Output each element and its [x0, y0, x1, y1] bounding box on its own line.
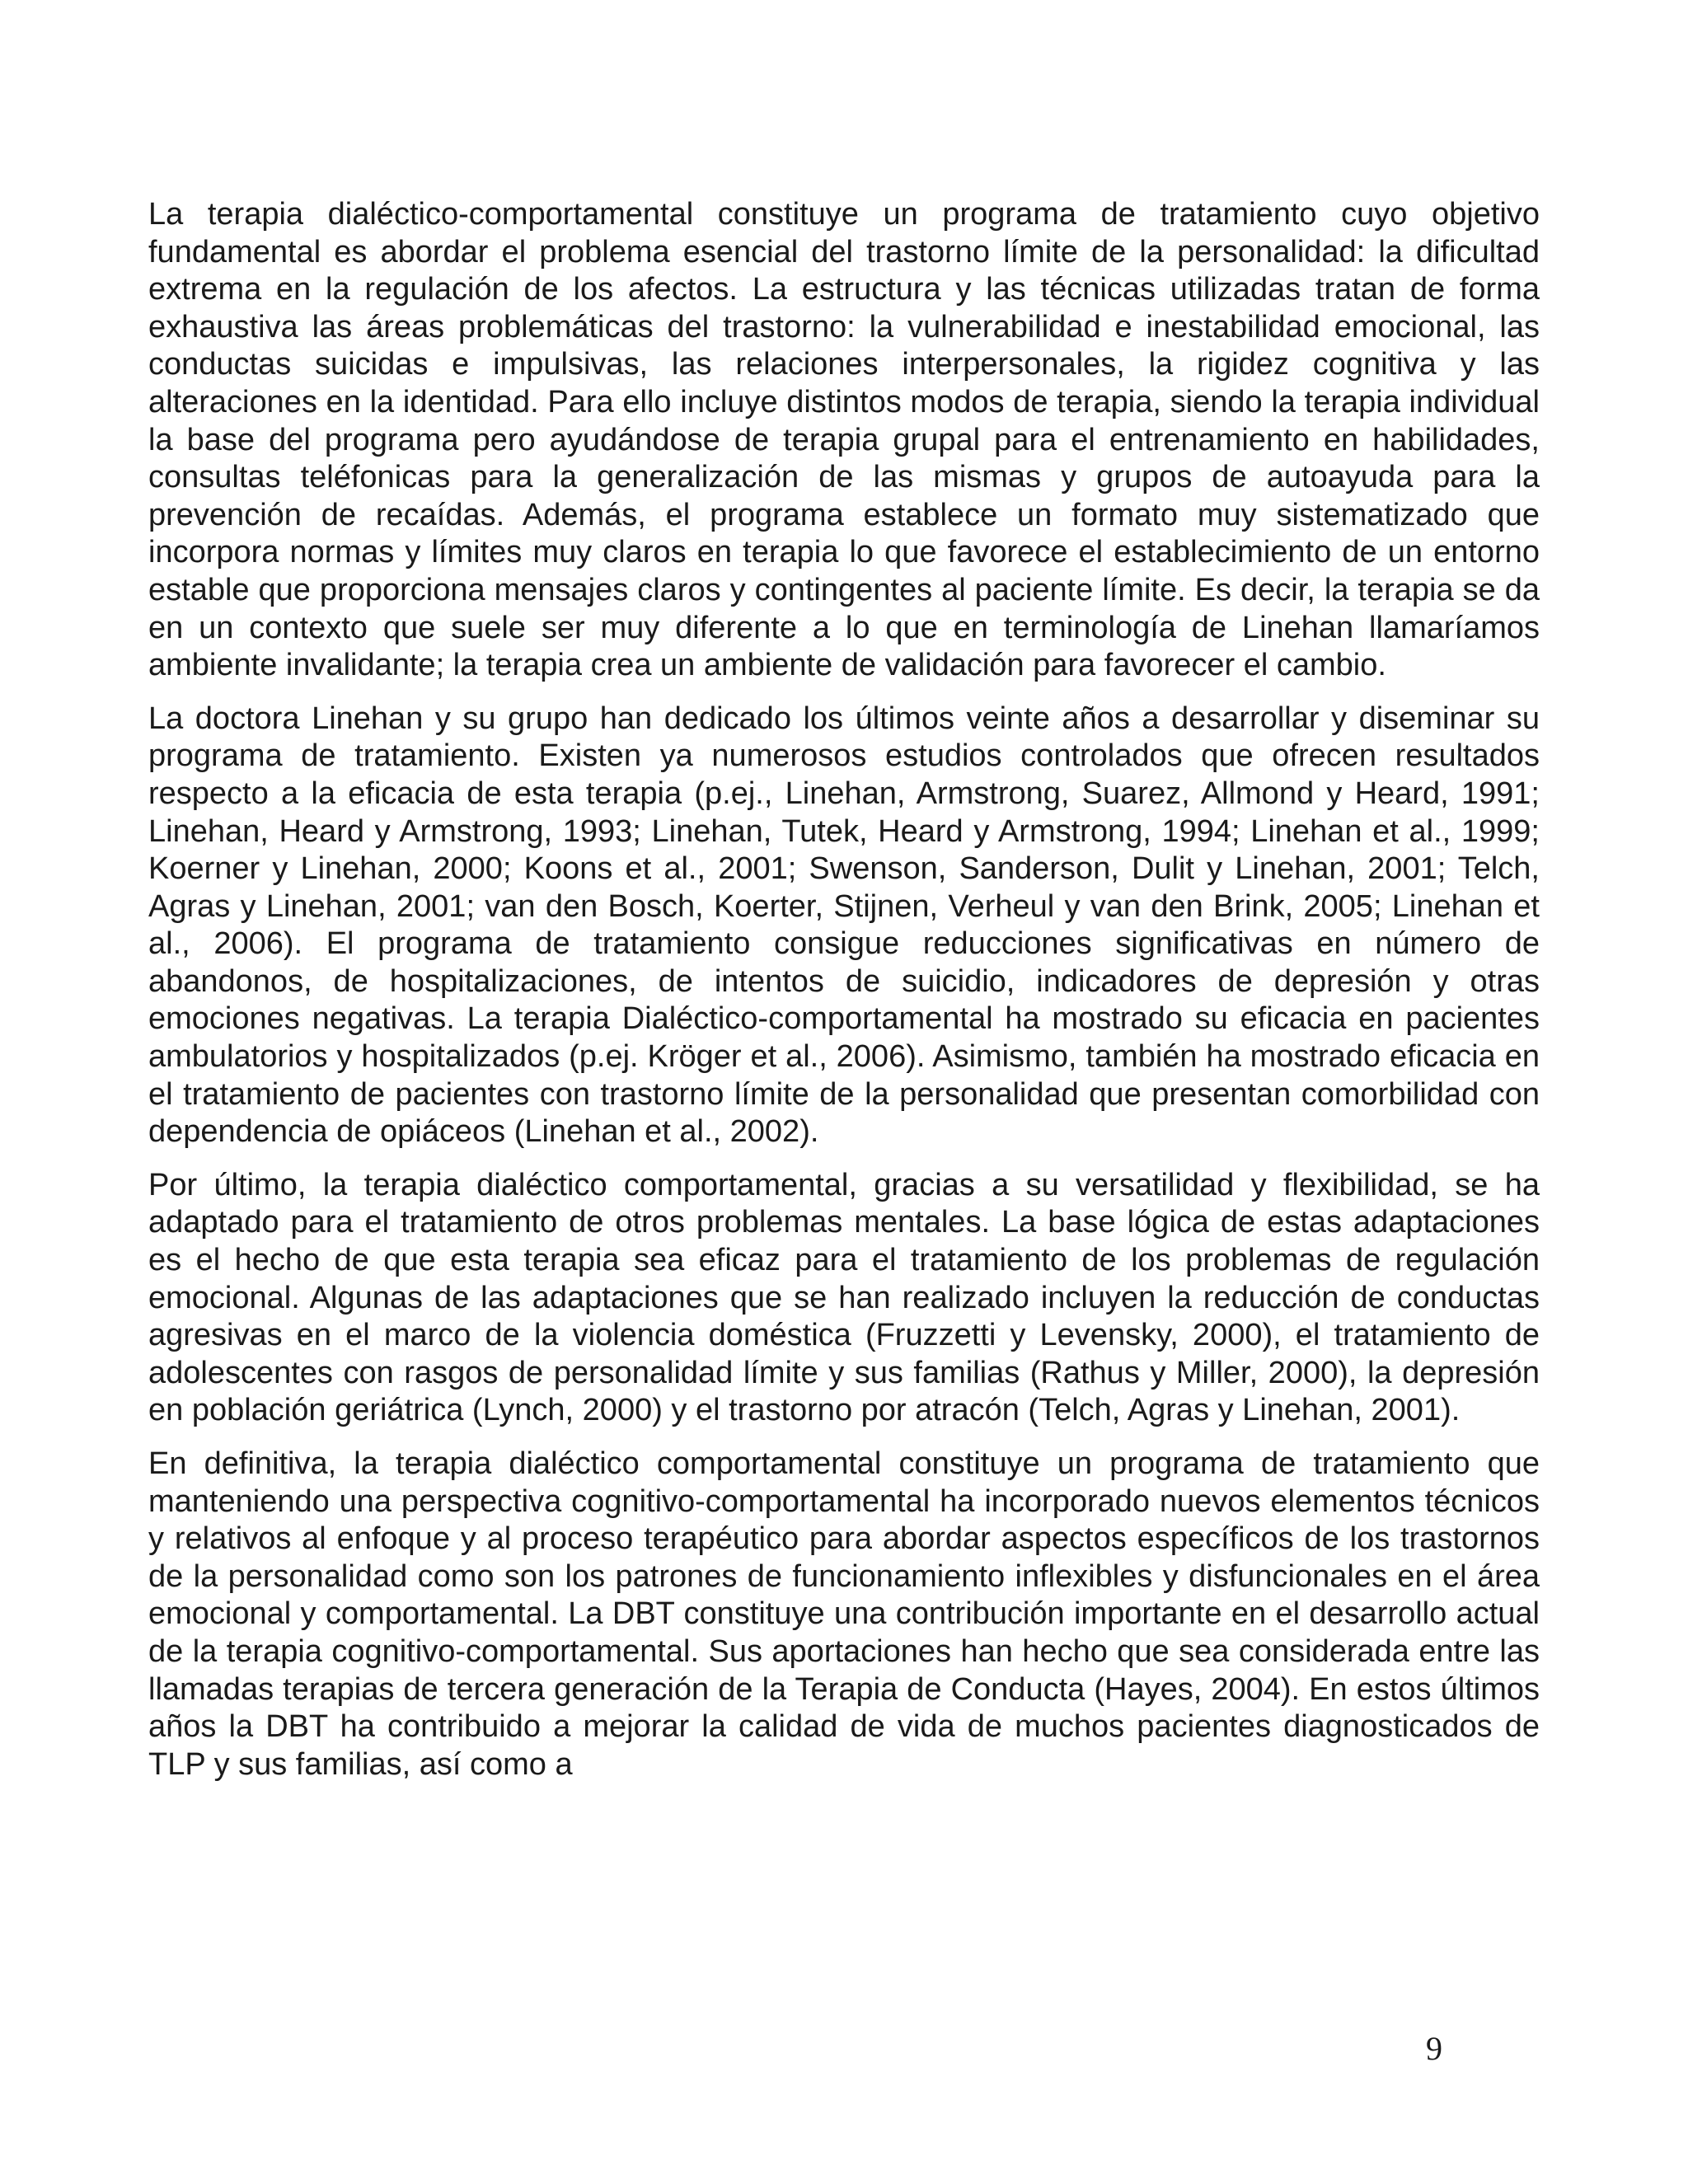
- body-text: [148, 196, 1540, 1799]
- page-number: 9: [1426, 2030, 1442, 2067]
- paragraph-4: En definitiva, la terapia dialéctico comportamental constituye un programa de tratamiento que manteniendo una perspectiva cognitivo-comportamental ha incorporado nuevos elementos técnicos y relativos al enfoque y al proceso terapéutico para abordar aspectos específicos de los trastornos de la personalidad como son los patrones de funcionamiento inflexibles y disfuncionales en el área emocional y comportamental. La DBT constituye una contribución importante en el desarrollo actual de la terapia cognitivo-comportamental. Sus aportaciones han hecho que sea considerada entre las llamadas terapias de tercera generación de la Terapia de Conducta (Hayes, 2004). En estos últimos años la DBT ha contribuido a mejorar la calidad de vida de muchos pacientes diagnosticados de TLP y sus familias, así como a: [148, 1446, 1540, 1782]
- paragraph-3: Por último, la terapia dialéctico comportamental, gracias a su versatilidad y flexibilidad, se ha adaptado para el tratamiento de otros problemas mentales. La base lógica de estas adaptaciones es el hecho de que esta terapia sea eficaz para el tratamiento de los problemas de regulación emocional. Algunas de las adaptaciones que se han realizado incluyen la reducción de conductas agresivas en el marco de la violencia doméstica (Fruzzetti y Levensky, 2000), el tratamiento de adolescentes con rasgos de personalidad límite y sus familias (Rathus y Miller, 2000), la depresión en población geriátrica (Lynch, 2000) y el trastorno por atracón (Telch, Agras y Linehan, 2001).: [148, 1167, 1540, 1428]
- paragraph-2: La doctora Linehan y su grupo han dedicado los últimos veinte años a desarrollar y diseminar su programa de tratamiento. Existen ya numerosos estudios controlados que ofrecen resultados respecto a la eficacia de esta terapia (p.ej., Linehan, Armstrong, Suarez, Allmond y Heard, 1991; Linehan, Heard y Armstrong, 1993; Linehan, Tutek, Heard y Armstrong, 1994; Linehan et al., 1999; Koerner y Linehan, 2000; Koons et al., 2001; Swenson, Sanderson, Dulit y Linehan, 2001; Telch, Agras y Linehan, 2001; van den Bosch, Koerter, Stijnen, Verheul y van den Brink, 2005; Linehan et al., 2006). El programa de tratamiento consigue reducciones significativas en número de abandonos, de hospitalizaciones, de intentos de suicidio, indicadores de depresión y otras emociones negativas. La terapia Dialéctico-comportamental ha mostrado su eficacia en pacientes ambulatorios y hospitalizados (p.ej. Kröger et al., 2006). Asimismo, también ha mostrado eficacia en el tratamiento de pacientes con trastorno límite de la personalidad que presentan comorbilidad con dependencia de opiáceos (Linehan et al., 2002).: [148, 701, 1540, 1150]
- paragraph-1: La terapia dialéctico-comportamental constituye un programa de tratamiento cuyo objetivo fundamental es abordar el problema esencial del trastorno límite de la personalidad: la dificultad extrema en la regulación de los afectos. La estructura y las técnicas utilizadas tratan de forma exhaustiva las áreas problemáticas del trastorno: la vulnerabilidad e inestabilidad emocional, las conductas suicidas e impulsivas, las relaciones interpersonales, la rigidez cognitiva y las alteraciones en la identidad. Para ello incluye distintos modos de terapia, siendo la terapia individual la base del programa pero ayudándose de terapia grupal para el entrenamiento en habilidades, consultas teléfonicas para la generalización de las mismas y grupos de autoayuda para la prevención de recaídas. Además, el programa establece un formato muy sistematizado que incorpora normas y límites muy claros en terapia lo que favorece el establecimiento de un entorno estable que proporciona mensajes claros y contingentes al paciente límite. Es decir, la terapia se da en un contexto que suele ser muy diferente a lo que en terminología de Linehan llamaríamos ambiente invalidante; la terapia crea un ambiente de validación para favorecer el cambio.: [148, 197, 1540, 683]
